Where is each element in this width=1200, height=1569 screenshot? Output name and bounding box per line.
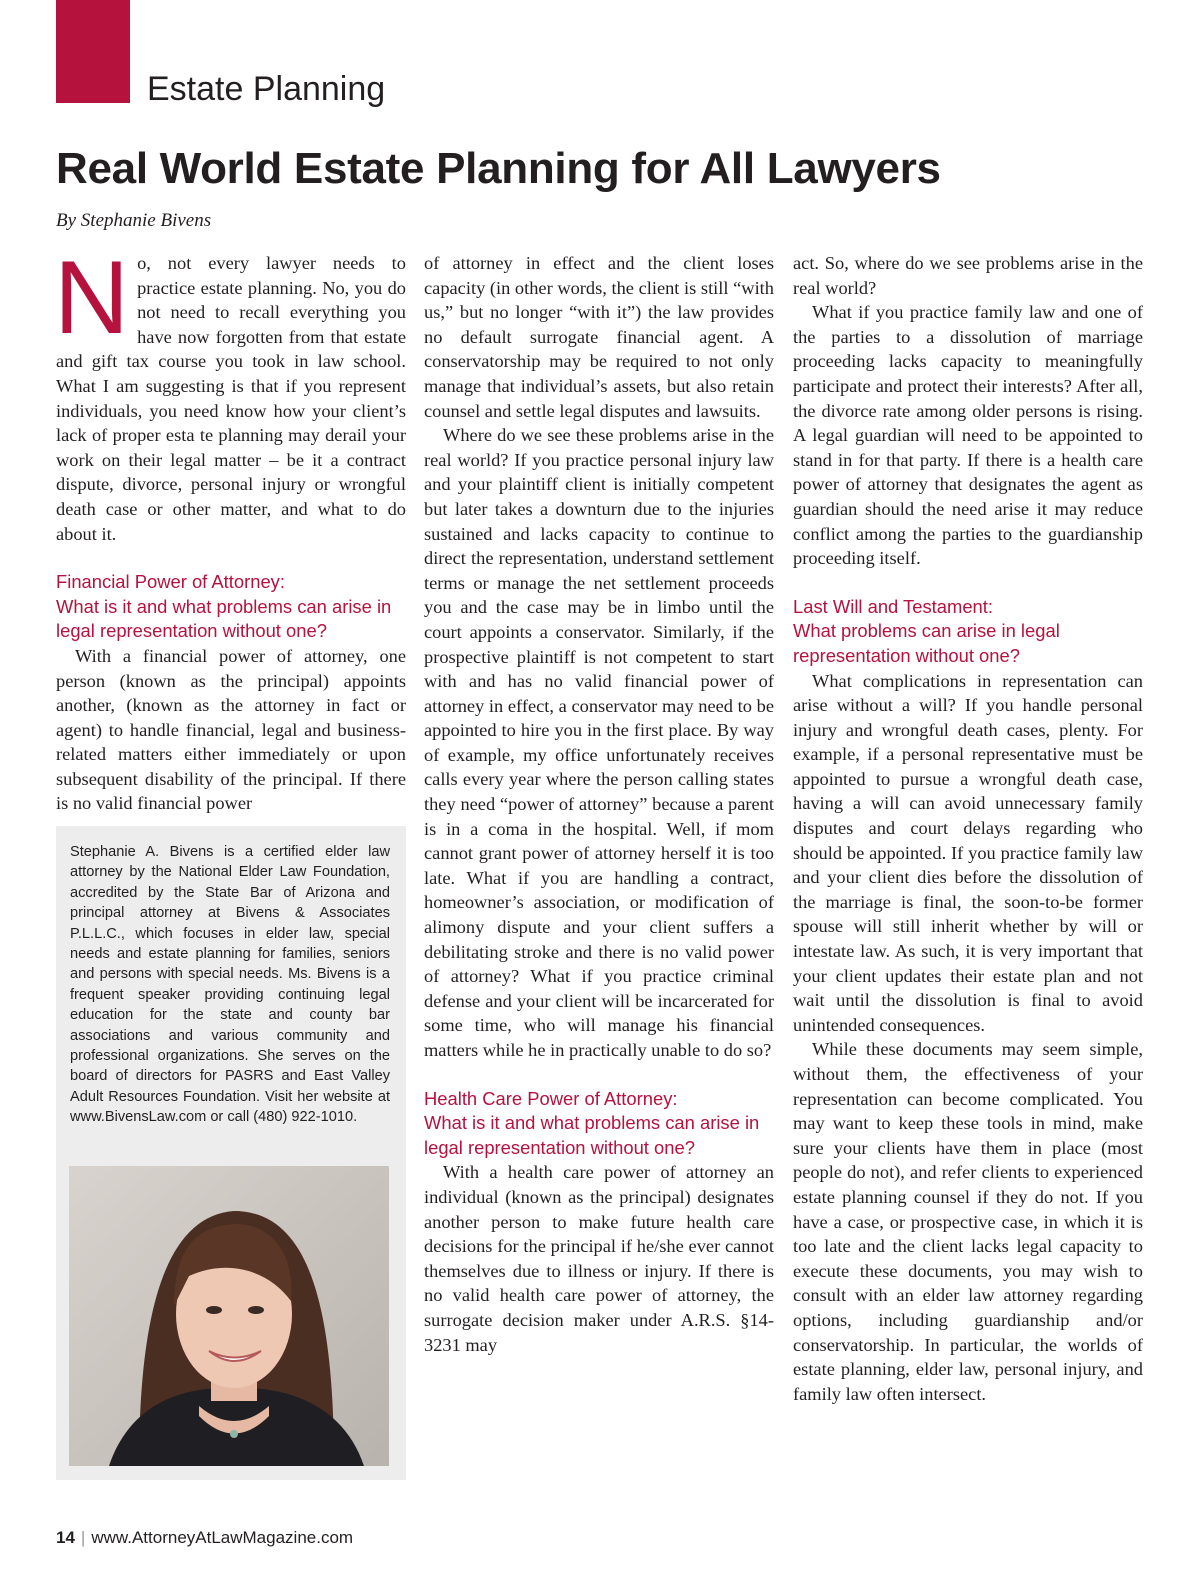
page-number: 14: [56, 1528, 75, 1547]
subhead-health-care-poa-line1: Health Care Power of Attorney:: [424, 1087, 678, 1109]
author-portrait-image: [69, 1166, 389, 1466]
intro-paragraph: [54, 240, 406, 546]
col3-paragraph-2: What if you practice family law and one of the parties to a dissolution of marriage proceeding lacks capacity to meaningfully participate and protect their interests? After all, the divorce rate among older persons is rising. A legal guardian will need to be appointed to stand in for that party. If there is a health care power of attorney that designates the agent as guardian should the need arise it may reduce conflict among the parties to the guardianship proceeding itself.: [793, 302, 1143, 569]
subhead-health-care-poa-line2: What is it and what problems can arise in legal representation without one?: [424, 1112, 760, 1158]
drop-cap: N: [54, 240, 130, 356]
section-label: Estate Planning: [147, 70, 386, 108]
col2-paragraph-3: With a health care power of attorney an individual (known as the principal) designates another person to make future health care decisions for the principal if he/she ever cannot themselves due to illness or injury. If there is no valid health care power of attorney, the surrogate decision maker under A.R.S. §14-3231 may: [424, 1162, 774, 1355]
author-bio: Stephanie A. Bivens is a certified elder law attorney by the National Elder Law Foundation, accredited by the State Bar of Arizona and principal attorney at Bivens & Associates P.L.L.C., which focuses in elder law, special needs and estate planning for families, seniors and persons with special needs. Ms. Bivens is a frequent speaker providing continuing legal education for the state and county bar associations and various community and professional organizations. She serves on the board of directors for PASRS and East Valley Adult Resources Foundation. Visit her website at www.BivensLaw.com or call (480) 922-1010.: [70, 844, 390, 1126]
subhead-financial-poa-line2: What is it and what problems can arise in legal representation without one?: [56, 595, 392, 642]
byline: By Stephanie Bivens: [56, 210, 212, 231]
col3-paragraph-1: act. So, where do we see problems arise in the real world?: [793, 253, 1143, 298]
column-2: [424, 251, 774, 1357]
column-3: [793, 251, 1143, 1406]
column-1: [54, 240, 406, 816]
subhead-health-care-poa: [424, 1087, 774, 1161]
subhead-last-will: [793, 595, 1143, 669]
subhead-financial-poa-line1: Financial Power of Attorney:: [56, 571, 285, 593]
page-footer: [56, 1528, 353, 1548]
section-color-tab: [56, 0, 130, 103]
subhead-financial-poa: [56, 570, 406, 644]
col3-paragraph-4: While these documents may seem simple, without them, the effectiveness of your representation can become complicated. You may want to keep these tools in mind, make sure your clients have them in place (most people do not), and refer clients to experienced estate planning counsel if they do not. If you have a case, or prospective case, in which it is too late and the client lacks legal capacity to execute these documents, you may wish to consult with an elder law attorney regarding options, including guardianship and/or conservatorship. In particular, the worlds of estate planning, elder law, personal injury, and family law often intersect.: [793, 1039, 1143, 1404]
author-sidebar: [56, 826, 406, 1480]
article-headline: Real World Estate Planning for All Lawyers: [56, 144, 941, 193]
col2-paragraph-1: of attorney in effect and the client loses capacity (in other words, the client is still “with us,” but no longer “with it”) the law provides no default surrogate financial agent. A conservatorship may be required to not only manage that individual’s assets, but also retain counsel and settle legal disputes and lawsuits.: [424, 253, 774, 421]
financial-poa-paragraph: With a financial power of attorney, one person (known as the principal) appoints another, (known as the attorney in fact or agent) to handle financial, legal and business-related matters either immediately or upon subsequent disability of the principal. If there is no valid financial power: [56, 645, 406, 814]
magazine-website-link[interactable]: www.AttorneyAtLawMagazine.com: [91, 1528, 354, 1547]
footer-separator: |: [80, 1528, 86, 1547]
author-photo: [69, 1166, 389, 1466]
subhead-last-will-line1: Last Will and Testament:: [793, 595, 994, 617]
intro-text: o, not every lawyer needs to practice estate planning. No, you do not need to recall everything you have now forgotten from that estate and gift tax course you took in law school. What I am suggesting is that if you represent individuals, you need know how your client’s lack of proper esta te planning may derail your work on their legal matter – be it a contract dispute, divorce, personal injury or wrongful death case or other matter, and what to do about it.: [56, 253, 406, 544]
subhead-last-will-line2: What problems can arise in legal representation without one?: [793, 620, 1060, 666]
col3-paragraph-3: What complications in representation can arise without a will? If you handle personal injury and wrongful death cases, plenty. For example, if a personal representative must be appointed to pursue a wrongful death case, having a will can avoid unnecessary family disputes and court delays regarding who should be appointed. If you practice family law and your client dies before the dissolution of the marriage is final, the soon-to-be former spouse will still inherit whether by will or intestate law. As such, it is very important that your client updates their estate plan and not wait until the dissolution is final to avoid unintended consequences.: [793, 670, 1143, 1035]
col2-paragraph-2: Where do we see these problems arise in the real world? If you practice personal injury law and your plaintiff client is initially competent but later takes a downturn due to the injuries sustained and lacks capacity to continue to direct the representation, understand settlement terms or manage the net settlement proceeds you and the case may be in limbo until the court appoints a conservator. Similarly, if the prospective plaintiff is not competent to start with and has no valid financial power of attorney in effect, a conservator may need to be appointed to hire you in the first place. By way of example, my office unfortunately receives calls every year where the person calling states they need “power of attorney” because a parent is in a coma in the hospital. Well, if mom cannot grant power of attorney herself it is too late. What if you are handling a contract, homeowner’s association, or modification of alimony dispute and your client suffers a debilitating stroke and there is no valid power of attorney? What if you practice criminal defense and your client will be incarcerated for some time, who will manage his financial matters while he in practically unable to do so?: [424, 425, 774, 1060]
